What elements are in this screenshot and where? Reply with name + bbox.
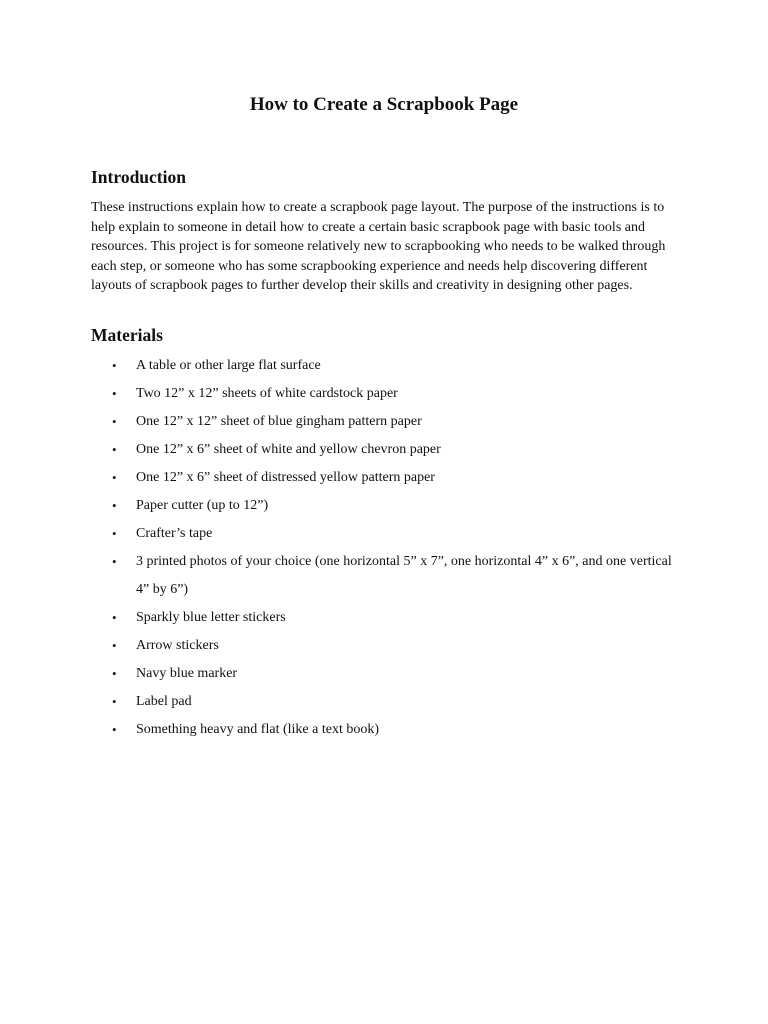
document-title: How to Create a Scrapbook Page: [249, 94, 519, 115]
bullet-icon: •: [112, 722, 117, 737]
list-item-text: One 12” x 6” sheet of white and yellow chevron paper: [136, 442, 441, 457]
list-item-text: Two 12” x 12” sheets of white cardstock paper: [136, 386, 398, 401]
list-item: [0, 380, 676, 408]
bullet-icon: •: [112, 358, 117, 373]
list-item: [0, 464, 676, 492]
bullet-icon: •: [112, 470, 117, 485]
list-item-text: Arrow stickers: [136, 638, 219, 653]
bullet-icon: •: [112, 694, 117, 709]
list-item-text: Label pad: [136, 694, 192, 709]
list-item-text: A table or other large flat surface: [136, 358, 321, 373]
list-item: [0, 688, 676, 716]
list-item: [0, 660, 676, 688]
list-item-text: One 12” x 12” sheet of blue gingham pattern paper: [136, 414, 422, 429]
bullet-icon: •: [112, 638, 117, 653]
list-item: [0, 548, 676, 604]
bullet-icon: •: [112, 610, 117, 625]
list-item: [0, 436, 676, 464]
list-item-text: Crafter’s tape: [136, 526, 213, 541]
list-item: [0, 408, 676, 436]
bullet-icon: •: [112, 526, 117, 541]
list-item-text: Sparkly blue letter stickers: [136, 610, 286, 625]
bullet-icon: •: [112, 442, 117, 457]
materials-heading: Materials: [91, 325, 163, 345]
list-item-text: 3 printed photos of your choice (one horizontal 5” x 7”, one horizontal 4” x 6”, and one vertical 4” by 6”): [136, 554, 672, 597]
list-item-text: Something heavy and flat (like a text book): [136, 722, 379, 737]
introduction-heading: Introduction: [91, 167, 186, 187]
list-item: [0, 604, 676, 632]
bullet-icon: •: [112, 498, 117, 513]
materials-list: [0, 352, 768, 744]
bullet-icon: •: [112, 666, 117, 681]
list-item: [0, 520, 676, 548]
list-item: [0, 492, 676, 520]
bullet-icon: •: [112, 386, 117, 401]
bullet-icon: •: [112, 414, 117, 429]
list-item-text: Paper cutter (up to 12”): [136, 498, 269, 513]
list-item: [0, 352, 676, 380]
bullet-icon: •: [112, 554, 117, 569]
list-item: [0, 632, 676, 660]
list-item-text: One 12” x 6” sheet of distressed yellow pattern paper: [136, 470, 435, 485]
list-item: [0, 716, 676, 744]
list-item-text: Navy blue marker: [136, 666, 238, 681]
introduction-paragraph: These instructions explain how to create a scrapbook page layout. The purpose of the instructions is to help explain to someone in detail how to create a certain basic scrapbook page with basic tools and resources. This project is for someone relatively new to scrapbooking who needs to be walked through each step, or someone who has some scrapbooking experience and needs help discovering different layouts of scrapbook pages to further develop their skills and creativity in designing other pages.: [91, 200, 666, 293]
